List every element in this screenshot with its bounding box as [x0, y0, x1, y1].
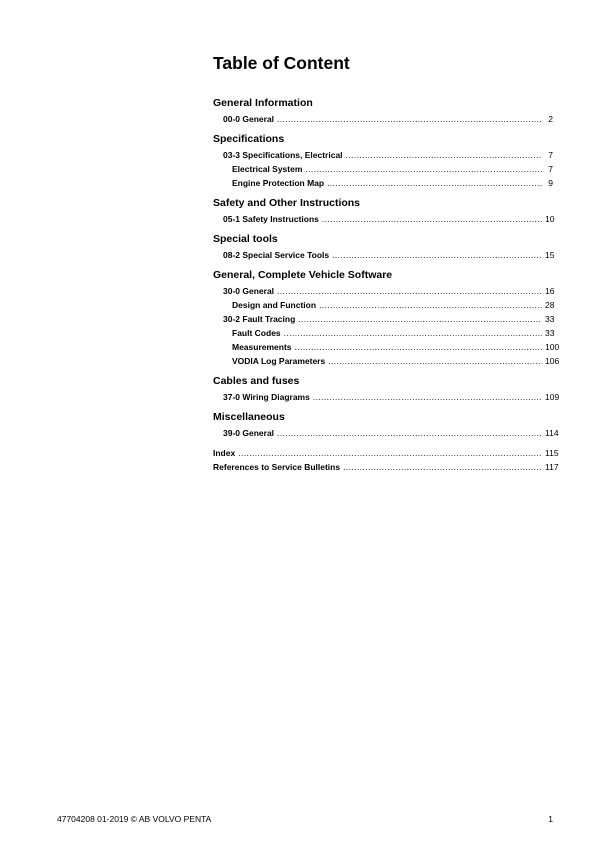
dot-leader	[327, 176, 542, 190]
dot-leader	[343, 460, 542, 474]
toc-section	[213, 411, 559, 440]
toc-entry-page-number: 114	[545, 428, 559, 438]
toc-entry[interactable]	[213, 446, 559, 460]
toc-entry-page-number: 109	[545, 392, 560, 402]
toc-entry-page-number: 2	[548, 114, 553, 124]
dot-leader	[313, 390, 542, 404]
toc-sections	[213, 97, 560, 440]
dot-leader	[322, 212, 542, 226]
toc-entry-label: 30-0 General	[223, 286, 275, 296]
toc-entry-page-number: 33	[545, 314, 555, 324]
toc-entry-page-number: 10	[545, 214, 555, 224]
dot-leader	[298, 312, 542, 326]
toc-entry-page-number: 106	[545, 356, 560, 366]
toc-entry[interactable]	[213, 112, 553, 126]
toc-entry[interactable]	[213, 390, 560, 404]
toc-entry-label: Index	[213, 448, 236, 458]
toc-section-heading[interactable]: Miscellaneous	[213, 411, 285, 423]
toc-section	[213, 97, 553, 126]
toc-entry[interactable]	[213, 426, 559, 440]
toc-entry-page-number: 9	[548, 178, 553, 188]
toc-entry-label: 03-3 Specifications, Electrical	[223, 150, 343, 160]
toc-entry-page-number: 15	[545, 250, 555, 260]
table-of-contents	[213, 52, 560, 474]
page-title: Table of Content	[213, 53, 350, 73]
toc-section-heading[interactable]: Safety and Other Instructions	[213, 197, 361, 209]
toc-entry-label: VODIA Log Parameters	[232, 356, 326, 366]
toc-entry-page-number: 100	[545, 342, 560, 352]
toc-section	[213, 197, 553, 226]
toc-section	[213, 269, 560, 368]
toc-section	[213, 375, 560, 404]
toc-entry-label: Electrical System	[232, 164, 303, 174]
toc-entry-label: Measurements	[232, 342, 292, 352]
toc-section	[213, 133, 553, 190]
toc-entry[interactable]	[213, 284, 553, 298]
toc-entry-label: Fault Codes	[232, 328, 281, 338]
toc-entry[interactable]	[213, 248, 553, 262]
dot-leader	[277, 112, 542, 126]
toc-entry[interactable]	[213, 460, 559, 474]
toc-entry-page-number: 7	[548, 150, 553, 160]
toc-entry[interactable]	[213, 176, 553, 190]
toc-entry-label: Engine Protection Map	[232, 178, 325, 188]
dot-leader	[332, 248, 542, 262]
toc-entry-page-number: 28	[545, 300, 555, 310]
toc-section-heading[interactable]: Specifications	[213, 133, 285, 145]
dot-leader	[295, 340, 542, 354]
dot-leader	[277, 426, 542, 440]
dot-leader	[284, 326, 542, 340]
toc-section-heading[interactable]: General Information	[213, 97, 313, 109]
dot-leader	[319, 298, 542, 312]
toc-section-heading[interactable]: Special tools	[213, 233, 278, 245]
toc-section-heading[interactable]: General, Complete Vehicle Software	[213, 269, 393, 281]
dot-leader	[346, 148, 542, 162]
toc-entry[interactable]	[213, 162, 553, 176]
toc-entry-page-number: 16	[545, 286, 555, 296]
toc-entry-page-number: 117	[545, 462, 559, 472]
toc-entry[interactable]	[213, 340, 560, 354]
toc-entry-label: 08-2 Special Service Tools	[223, 250, 330, 260]
dot-leader	[305, 162, 542, 176]
toc-tail-entries	[213, 446, 559, 474]
toc-entry-label: 39-0 General	[223, 428, 275, 438]
toc-entry[interactable]	[213, 298, 553, 312]
toc-entry[interactable]	[213, 354, 560, 368]
toc-entry-label: 30-2 Fault Tracing	[223, 314, 296, 324]
toc-entry-page-number: 7	[548, 164, 553, 174]
toc-section	[213, 233, 553, 262]
toc-entry-page-number: 33	[545, 328, 555, 338]
footer-page-number: 1	[548, 814, 553, 824]
toc-entry[interactable]	[213, 326, 553, 340]
page-footer	[57, 814, 553, 825]
dot-leader	[238, 446, 542, 460]
toc-entry-label: 00-0 General	[223, 114, 275, 124]
toc-section-heading[interactable]: Cables and fuses	[213, 375, 300, 387]
dot-leader	[328, 354, 542, 368]
toc-entry-label: References to Service Bulletins	[213, 462, 341, 472]
toc-entry-label: Design and Function	[232, 300, 317, 310]
footer-document-info: 47704208 01-2019 © AB VOLVO PENTA	[57, 814, 212, 824]
toc-entry-page-number: 115	[545, 448, 559, 458]
toc-entry[interactable]	[213, 312, 553, 326]
toc-entry-label: 05-1 Safety Instructions	[223, 214, 319, 224]
toc-entry[interactable]	[213, 212, 553, 226]
toc-entry-label: 37-0 Wiring Diagrams	[223, 392, 310, 402]
toc-entry[interactable]	[213, 148, 553, 162]
dot-leader	[277, 284, 542, 298]
